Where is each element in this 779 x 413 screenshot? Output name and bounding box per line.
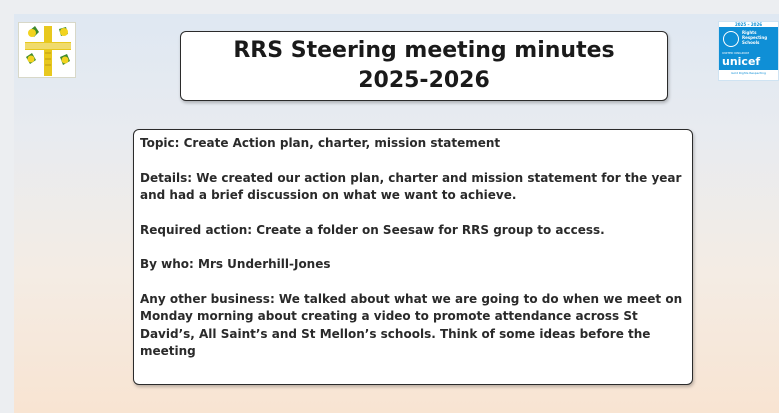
minutes-required-action: Required action: Create a folder on Seesaw for RRS group to access. <box>140 222 605 237</box>
school-logo <box>18 22 76 78</box>
unicef-logo-text: unicef <box>722 55 761 68</box>
rrs-circle-icon <box>723 31 739 47</box>
title-box <box>180 31 668 101</box>
minutes-by-who: By who: Mrs Underhill-Jones <box>140 257 331 271</box>
minutes-text-box[interactable] <box>133 129 693 385</box>
minutes-topic: Topic: Create Action plan, charter, mission statement <box>140 136 501 150</box>
badge-year: 2025 – 2026 <box>719 22 778 27</box>
daffodil-cross-icon <box>19 23 77 79</box>
minutes-details: Details: We created our action plan, charter and mission statement for the year and had a brief discussion on what we want to achieve. <box>140 170 682 202</box>
slide-canvas <box>14 14 779 413</box>
unicef-rrs-badge <box>718 21 779 81</box>
top-toolbar-strip <box>0 0 779 14</box>
left-panel-strip <box>0 14 14 413</box>
page-subtitle-year: 2025-2026 <box>358 68 490 93</box>
badge-rights-text: Rights Respecting Schools <box>742 30 768 45</box>
page-title: RRS Steering meeting minutes <box>233 38 615 63</box>
minutes-other-business: Any other business: We talked about what we are going to do when we meet on Monday morning about creating a video to promote attendance across St David’s, All Saint’s and St Mellon’s schools. Think of some ideas before the meeting <box>140 291 683 358</box>
badge-country: UNITED KINGDOM <box>722 51 749 55</box>
badge-award: Gold Rights Respecting <box>719 70 778 80</box>
